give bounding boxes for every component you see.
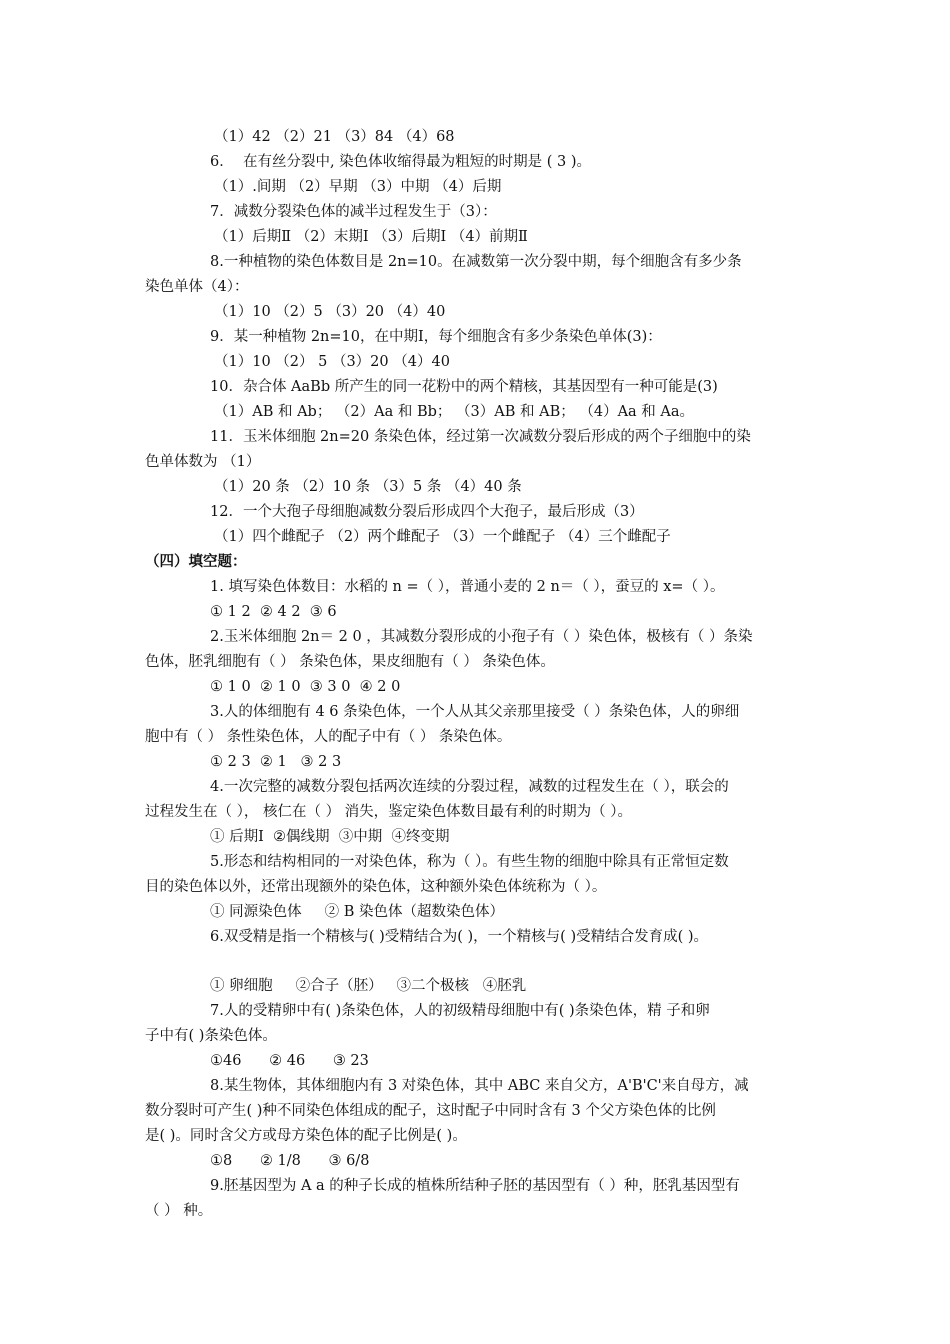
text-line: （1）10 （2） 5 （3）20 （4）40	[214, 354, 450, 370]
question-10: 10．杂合体 AaBb 所产生的同一花粉中的两个精核，其基因型有一种可能是(3)	[210, 379, 718, 395]
text-line: （1）20 条 （2）10 条 （3）5 条 （4）40 条	[214, 479, 522, 495]
fill-question-1: 1. 填写染色体数目：水稻的 n =（ ），普通小麦的 2 n＝（ ），蚕豆的 x=（ ）。	[210, 579, 725, 595]
text-line: 过程发生在（ ）， 核仁在（ ） 消失，鉴定染色体数目最有利的时期为（ ）。	[145, 804, 633, 820]
text-line: 是( )。同时含父方或母方染色体的配子比例是( )。	[145, 1128, 467, 1144]
text-line: 子中有( )条染色体。	[145, 1028, 277, 1044]
text-line: 数分裂时可产生( )种不同染色体组成的配子，这时配子中同时含有 3 个父方染色体的比例	[145, 1103, 716, 1119]
text-line: （1）四个雌配子 （2）两个雌配子 （3）一个雌配子 （4）三个雌配子	[214, 529, 671, 545]
text-line: （ ） 种。	[145, 1203, 213, 1219]
fill-question-5: 5.形态和结构相同的一对染色体，称为（ ）。有些生物的细胞中除具有正常恒定数	[210, 854, 729, 870]
text-line: ① 同源染色体 ② B 染色体（超数染色体）	[210, 904, 505, 920]
question-8: 8.一种植物的染色体数目是 2n=10。在减数第一次分裂中期，每个细胞含有多少条	[210, 254, 742, 270]
text-line: ①8 ② 1/8 ③ 6/8	[210, 1153, 370, 1169]
text-line: （1）AB 和 Ab； （2）Aa 和 Bb； （3）AB 和 AB； （4）Aa 和 Aa。	[214, 404, 695, 420]
text-line: 染色单体（4）：	[145, 279, 249, 295]
question-12: 12．一个大孢子母细胞减数分裂后形成四个大孢子，最后形成（3）	[210, 504, 644, 520]
question-9: 9．某一种植物 2n=10，在中期Ⅰ，每个细胞含有多少条染色单体(3)：	[210, 329, 662, 345]
text-line: ① 后期Ⅰ ②偶线期 ③中期 ④终变期	[210, 829, 450, 845]
text-line: 目的染色体以外，还常出现额外的染色体，这种额外染色体统称为（ ）。	[145, 879, 607, 895]
fill-question-6: 6.双受精是指一个精核与( )受精结合为( )，一个精核与( )受精结合发育成( )。	[210, 929, 709, 945]
section-heading: （四）填空题：	[145, 554, 247, 570]
question-7: 7．减数分裂染色体的减半过程发生于（3）：	[210, 204, 497, 220]
fill-question-2: 2.玉米体细胞 2n＝ 2 0 ，其减数分裂形成的小孢子有（ ）染色体，极核有（ ）条染	[210, 629, 753, 645]
fill-question-3: 3.人的体细胞有 4 6 条染色体，一个人从其父亲那里接受（ ）条染色体，人的卵细	[210, 704, 740, 720]
text-line: 胞中有（ ） 条性染色体，人的配子中有（ ） 条染色体。	[145, 729, 512, 745]
text-line: ① 卵细胞 ②合子（胚） ③二个极核 ④胚乳	[210, 978, 527, 994]
text-line: ① 1 2 ② 4 2 ③ 6	[210, 604, 337, 620]
question-11: 11．玉米体细胞 2n=20 条染色体，经过第一次减数分裂后形成的两个子细胞中的染	[210, 429, 751, 445]
text-line: ①46 ② 46 ③ 23	[210, 1053, 369, 1069]
fill-question-4: 4.一次完整的减数分裂包括两次连续的分裂过程，减数的过程发生在（ ），联会的	[210, 779, 729, 795]
question-6: 6． 在有丝分裂中, 染色体收缩得最为粗短的时期是 ( 3 )。	[210, 154, 592, 170]
fill-question-9: 9.胚基因型为 A a 的种子长成的植株所结种子胚的基因型有（ ）种，胚乳基因型有	[210, 1178, 740, 1194]
fill-question-8: 8.某生物体，其体细胞内有 3 对染色体，其中 ABC 来自父方，A'B'C'来自母方，减	[210, 1078, 749, 1094]
text-line: （1）后期Ⅱ （2）末期Ⅰ （3）后期Ⅰ （4）前期Ⅱ	[214, 229, 528, 245]
text-line: （1）42 （2）21 （3）84 （4）68	[214, 129, 455, 145]
text-line: ① 1 0 ② 1 0 ③ 3 0 ④ 2 0	[210, 679, 401, 695]
text-line: （1）10 （2）5 （3）20 （4）40	[214, 304, 446, 320]
text-line: 色单体数为 （1）	[145, 454, 261, 470]
text-line: （1）.间期 （2）早期 （3）中期 （4）后期	[214, 179, 502, 195]
fill-question-7: 7.人的受精卵中有( )条染色体，人的初级精母细胞中有( )条染色体，精 子和卵	[210, 1003, 710, 1019]
text-line: 色体，胚乳细胞有（ ） 条染色体，果皮细胞有（ ） 条染色体。	[145, 654, 555, 670]
text-line: ① 2 3 ② 1 ③ 2 3	[210, 754, 342, 770]
